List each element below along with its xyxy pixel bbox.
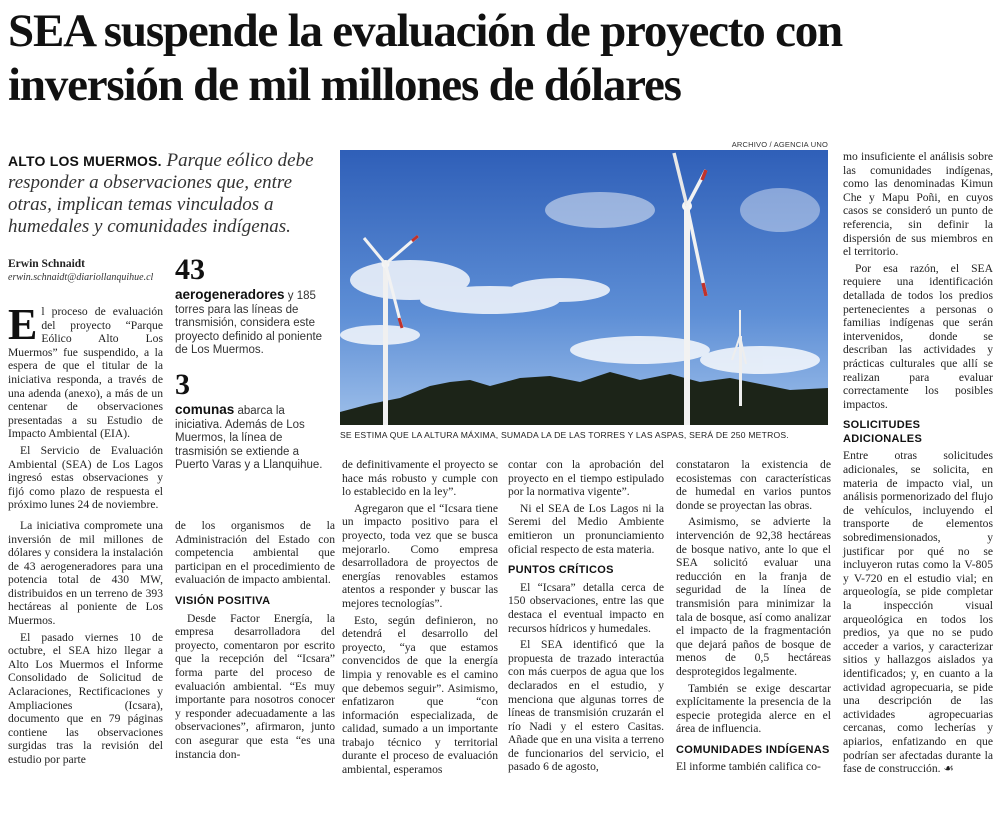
stat-text xyxy=(175,288,335,358)
stat-comunas xyxy=(175,367,335,473)
paragraph: También se exige descartar explícitamente la presencia de la especie protegida alerce en el área de influencia. xyxy=(676,681,831,736)
paragraph: El pasado viernes 10 de octubre, el SEA hizo llegar a Alto Los Muermos el Informe Consolidado de Solicitud de Aclaraciones, Rectificaciones y Ampliaciones (Icsara), documento que en 79 páginas contiene las observaciones surgidas tras la revisión del estudio por parte xyxy=(8,630,163,766)
wind-farm-photo xyxy=(340,150,828,425)
article-column-6 xyxy=(843,150,993,776)
paragraph: de los organismos de la Administración del Estado con competencia ambiental que participan en el procedimiento de evaluación de impacto ambiental. xyxy=(175,519,335,587)
stat-bold: comunas xyxy=(175,401,235,417)
article-column-3 xyxy=(342,458,498,777)
photo-credit: ARCHIVO / AGENCIA UNO xyxy=(731,140,828,149)
paragraph: mo insuficiente el análisis sobre las comunidades indígenas, como las denominadas Kimun Che y Mapu Poñi, en cuyos casos se consideró un punto de referencia, sin definir la dispersión de sus miembros en el territorio. xyxy=(843,150,993,259)
wind-turbines-image xyxy=(340,150,828,425)
article-column-1 xyxy=(8,300,163,767)
stat-number: 3 xyxy=(175,367,190,401)
lead xyxy=(8,150,330,238)
end-mark-icon: ☙ xyxy=(943,762,954,776)
subhead-puntos-criticos: PUNTOS CRÍTICOS xyxy=(508,564,614,577)
paragraph: El “Icsara” detalla cerca de 150 observaciones, entre las que destaca el eventual impacto en recursos hídricos y humedales. xyxy=(508,580,664,635)
paragraph: constataron la existencia de ecosistemas con características de humedal en varios puntos donde se proyectan las obras. xyxy=(676,458,831,512)
article-column-5 xyxy=(676,458,831,774)
subhead-solicitudes-adicionales: SOLICITUDES ADICIONALES xyxy=(843,419,923,445)
stats-box xyxy=(175,255,335,473)
paragraph xyxy=(843,449,993,775)
article-column-2 xyxy=(175,519,335,761)
paragraph: Desde Factor Energía, la empresa desarrolladora del proyecto, comentaron por escrito que la recepción del “Icsara” forma parte del proceso de evaluación ambiental. “Es muy importante para nosotros conocer y responder adecuadamente a las observaciones”, afirmaron, junto con asegurar que esta “es una instancia don- xyxy=(175,611,335,761)
subhead-comunidades-indigenas: COMUNIDADES INDÍGENAS xyxy=(676,743,830,756)
stat-text xyxy=(175,403,335,473)
byline xyxy=(8,258,168,283)
paragraph: Asimismo, se advierte la intervención de 92,38 hectáreas de bosque nativo, ante lo que el SEA solicitó evaluar una reducción en la franja de seguridad de la línea de transmisión para minimizar la tala de bosque, así como analizar el impacto de la fragmentación que dejará paños de bosque de menos de 0,5 hectáreas desprotegidos legalmente. xyxy=(676,515,831,678)
paragraph: Por esa razón, el SEA requiere una identificación detallada de todos los predios pertenecientes a personas o familias indígenas que serán intervenidos, donde se describan las actividades y prácticas culturales que allí se realizan para evaluar correctamente los posibles impactos. xyxy=(843,261,993,411)
stat-aerogeneradores xyxy=(175,255,335,358)
paragraph: Esto, según definieron, no detendrá el desarrollo del proyecto, “ya que estamos convencidos de que la energía limpia y renovable es el camino que debemos seguir”. Asimismo, enfatizaron que “con información especializada, de calidad, sumado a un importante trabajo técnico y territorial durante el proceso de evaluación ambiental, esperamos xyxy=(342,613,498,777)
paragraph: de definitivamente el proyecto se hace más robusto y cumple con lo establecido en la ley”. xyxy=(342,458,498,499)
paragraph: El Servicio de Evaluación Ambiental (SEA) de Los Lagos ingresó estas observaciones y fijó como plazo de respuesta el próximo lunes 24 de noviembre. xyxy=(8,443,163,512)
paragraph: Ni el SEA de Los Lagos ni la Seremi del Medio Ambiente emitieron un pronunciamiento oficial respecto de esta materia. xyxy=(508,501,664,556)
paragraph: El informe también califica co- xyxy=(676,760,821,774)
photo-caption: SE ESTIMA QUE LA ALTURA MÁXIMA, SUMADA LA DE LAS TORRES Y LAS ASPAS, SERÁ DE 250 METROS. xyxy=(340,430,789,440)
paragraph: El SEA identificó que la propuesta de trazado interactúa con más cuerpos de agua que los declarados en el estudio, y menciona que algunas torres de líneas de transmisión cruzarán el río Nadi y el estero Casitas. Añade que en una visita a terreno de funcionarios del servicio, el pasado 6 de agosto, xyxy=(508,638,664,774)
paragraph: La iniciativa compromete una inversión de mil millones de dólares y considera la instalación de 43 aerogeneradores para una potencia total de 430 MW, distribuidos en un terreno de 393 hectáreas al poniente de Los Muermos. xyxy=(8,518,163,628)
author-email: erwin.schnaidt@diariollanquihue.cl xyxy=(8,272,154,283)
paragraph-text: l proceso de evaluación del proyecto “Parque Eólico Alto Los Muermos” fue suspendido, a la espera de que el titular de la iniciativa responda, a través de una adenda (anexo), a más de un centenar de observaciones presentadas a su Estudio de Impacto Ambiental (EIA). xyxy=(8,305,163,441)
stat-bold: aerogeneradores xyxy=(175,287,285,302)
stat-desc: abarca la iniciativa. Además de Los Muermos, la línea de trasmisión se extiende a Puerto Varas y a Llanquihue. xyxy=(175,404,323,472)
author-name: Erwin Schnaidt xyxy=(8,258,86,270)
paragraph-text: Entre otras solicitudes adicionales, se solicita, en materia de impacto vial, un análisis pormenorizado del flujo de vehículos, incluyendo el transporte de elementos sobredimensionados, y justificar por qué no se incluyeron rutas como la V-805 y V-720 en el estudio vial; en arqueología, se pide completar la inspección visual arqueológica en todos los predios, ya que no se pudo acceder a varios, y caracterizar sitios y hallazgos aislados ya identificados; y, en cuanto a la actividad agropecuaria, se pide una descripción de las actividades agropecuarias cercanas, como lecherías y apiarios, enfatizando en que podrían ser afectadas durante la fase de construcción. xyxy=(843,449,993,776)
stat-desc: y 185 torres para las líneas de transmisión, considera este proyecto definido al poniente de Los Muermos. xyxy=(175,290,323,357)
paragraph: Agregaron que el “Icsara tiene un impacto positivo para el proyecto, toda vez que se busca mejorarlo. Como empresa desarrolladora de proyectos de energías renovables estamos atentos a responder y buscar las mejores tecnologías”. xyxy=(342,501,498,610)
stat-number: 43 xyxy=(175,253,205,286)
paragraph xyxy=(8,300,163,441)
headline: SEA suspende la evaluación de proyecto con inversión de mil millones de dólares xyxy=(8,5,842,111)
lead-text: Parque eólico debe responder a observaciones que, entre otras, implican temas vinculados a humedales y comunidades indígenas. xyxy=(8,150,314,237)
subhead-vision-positiva: VISIÓN POSITIVA xyxy=(175,594,271,607)
dropcap: E xyxy=(8,300,38,349)
article-column-4 xyxy=(508,458,664,774)
lead-kicker: ALTO LOS MUERMOS. xyxy=(8,153,162,169)
paragraph: contar con la aprobación del proyecto en el tiempo estipulado por la normativa vigente”. xyxy=(508,458,664,499)
